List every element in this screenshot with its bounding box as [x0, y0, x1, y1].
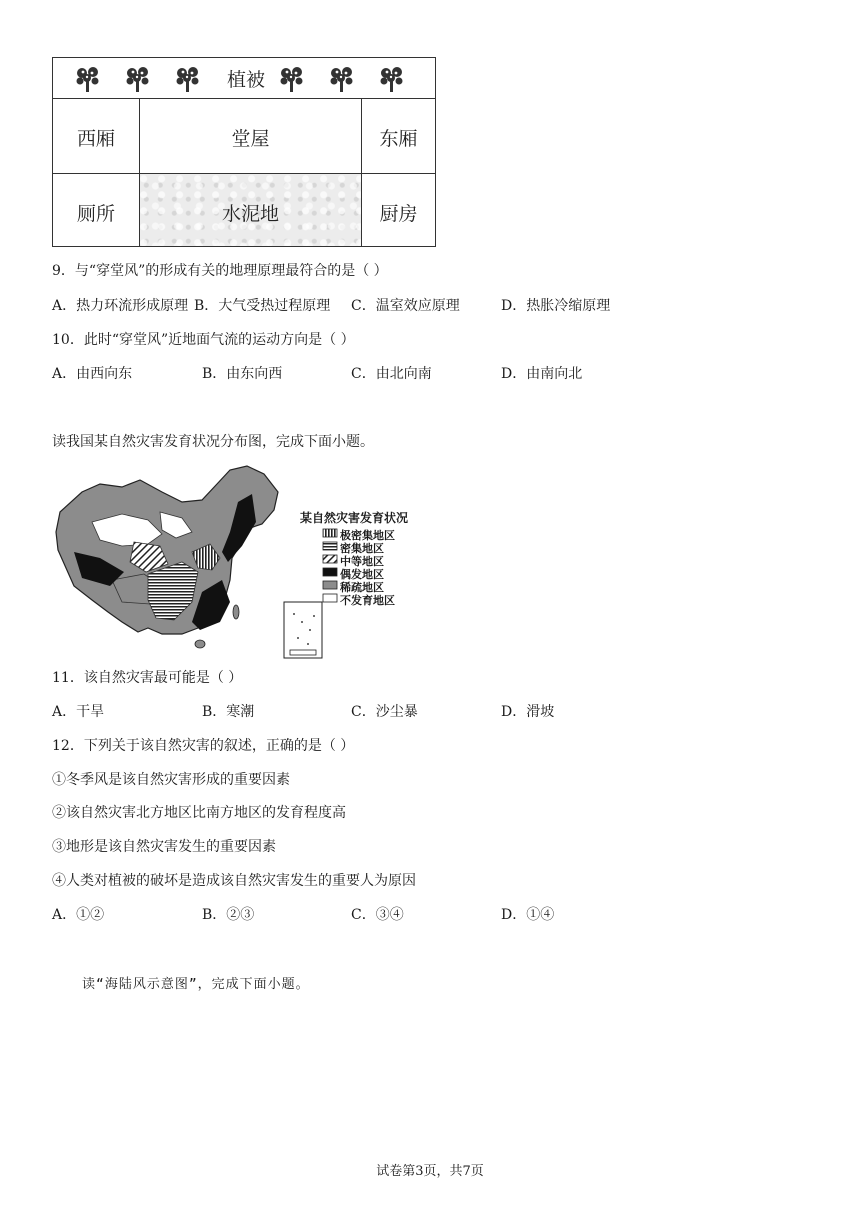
q9-option-b[interactable]: B．大气受热过程原理 — [194, 298, 331, 314]
legend-undeveloped: 不发育地区 — [340, 594, 395, 607]
q12-statement-1: ①冬季风是该自然灾害形成的重要因素 — [52, 772, 290, 788]
tree-icon — [277, 64, 307, 94]
sea-land-breeze-intro: 读“海陆风示意图”，完成下面小题。 — [82, 977, 310, 992]
q12-statement-2: ②该自然灾害北方地区比南方地区的发育程度高 — [52, 805, 346, 821]
kitchen-label: 厨房 — [379, 203, 418, 225]
legend-dense: 密集地区 — [340, 542, 384, 555]
q11-option-a[interactable]: A．干旱 — [52, 704, 105, 720]
courtyard-figure — [52, 57, 436, 247]
q9-option-a[interactable]: A．热力环流形成原理 — [52, 298, 189, 314]
question-10-stem: 10．此时“穿堂风”近地面气流的运动方向是（ ） — [52, 332, 355, 348]
question-11-stem: 11．该自然灾害最可能是（ ） — [52, 670, 243, 686]
tree-icon — [173, 64, 203, 94]
tree-icon — [377, 64, 407, 94]
q10-option-b[interactable]: B．由东向西 — [202, 366, 283, 382]
disaster-intro: 读我国某自然灾害发育状况分布图，完成下面小题。 — [52, 434, 374, 450]
legend-occasional: 偶发地区 — [340, 568, 384, 581]
china-disaster-map-figure — [52, 462, 427, 662]
legend-very-dense: 极密集地区 — [340, 529, 395, 542]
q12-option-b[interactable]: B．②③ — [202, 907, 255, 923]
q9-option-c[interactable]: C．温室效应原理 — [351, 298, 460, 314]
east-wing-label: 东厢 — [379, 128, 418, 150]
q12-statement-4: ④人类对植被的破坏是造成该自然灾害发生的重要人为原因 — [52, 873, 416, 889]
q11-option-c[interactable]: C．沙尘暴 — [351, 704, 418, 720]
legend-sparse: 稀疏地区 — [340, 581, 384, 594]
q11-option-d[interactable]: D．滑坡 — [501, 704, 555, 720]
q12-option-a[interactable]: A．①② — [52, 907, 105, 923]
q10-option-c[interactable]: C．由北向南 — [351, 366, 432, 382]
q12-statement-3: ③地形是该自然灾害发生的重要因素 — [52, 839, 276, 855]
q12-option-d[interactable]: D．①④ — [501, 907, 555, 923]
cement-ground-label: 水泥地 — [221, 203, 279, 225]
main-hall-label: 堂屋 — [231, 128, 270, 150]
q9-option-d[interactable]: D．热胀冷缩原理 — [501, 298, 611, 314]
map-legend-title: 某自然灾害发育状况 — [300, 511, 409, 525]
q10-option-d[interactable]: D．由南向北 — [501, 366, 583, 382]
question-12-stem: 12．下列关于该自然灾害的叙述，正确的是（ ） — [52, 738, 355, 754]
toilet-label: 厕所 — [76, 203, 115, 225]
west-wing-label: 西厢 — [76, 128, 115, 150]
vegetation-row — [53, 58, 435, 99]
q10-option-a[interactable]: A．由西向东 — [52, 366, 133, 382]
tree-icon — [73, 64, 103, 94]
q11-option-b[interactable]: B．寒潮 — [202, 704, 255, 720]
page-footer: 试卷第3页，共7页 — [376, 1164, 484, 1179]
question-9-stem: 9．与“穿堂风”的形成有关的地理原理最符合的是（ ） — [52, 263, 388, 279]
divider — [53, 173, 435, 174]
q12-option-c[interactable]: C．③④ — [351, 907, 404, 923]
legend-medium: 中等地区 — [340, 555, 384, 568]
tree-icon — [123, 64, 153, 94]
vegetation-label: 植被 — [226, 69, 265, 91]
tree-icon — [327, 64, 357, 94]
